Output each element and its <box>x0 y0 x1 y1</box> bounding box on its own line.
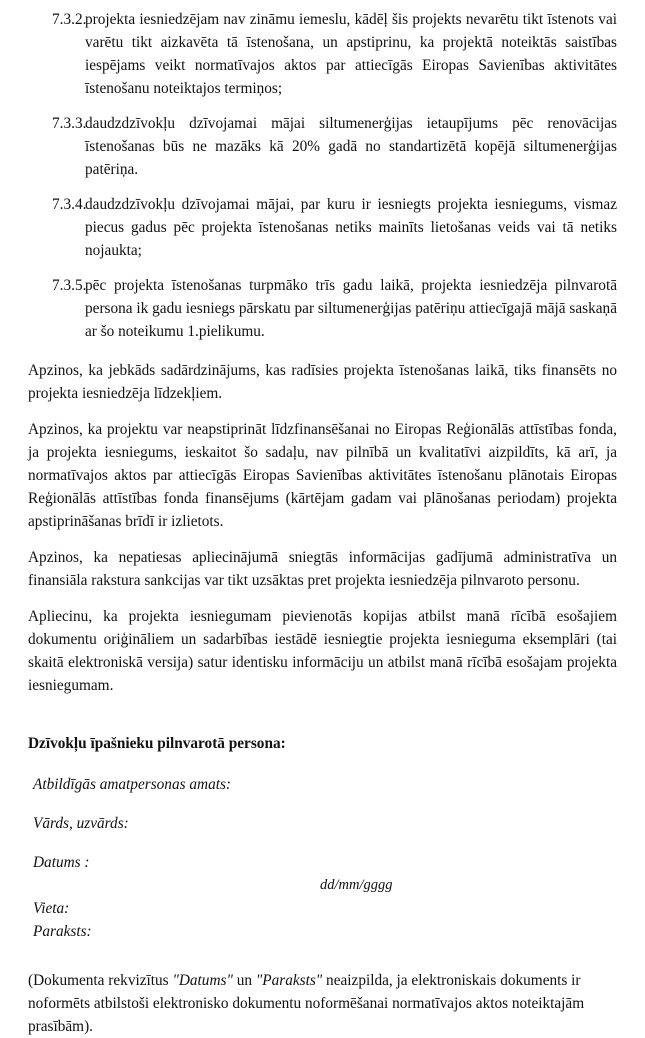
clause-text: daudzdzīvokļu dzīvojamai mājai siltumenerģijas ietaupījums pēc renovācijas īstenošanas būs ne mazāks kā 20% gadā no standartizētā kopējā siltumenerģijas patēriņa. <box>85 115 617 178</box>
field-date-placeholder: dd/mm/gggg <box>320 877 393 893</box>
field-name-label: Vārds, uzvārds: <box>33 815 129 832</box>
signature-section <box>0 732 645 943</box>
footnote-prefix: (Dokumenta rekvizītus <box>28 972 173 989</box>
clause-number: 7.3.5. <box>52 277 87 294</box>
clause-list <box>0 8 645 343</box>
clause-number: 7.3.2. <box>52 11 87 28</box>
paragraph-kopijas: Apliecinu, ka projekta iesniegumam pievienotās kopijas atbilst manā rīcībā esošajiem dokumentu oriģināliem un sadarbības iestādē iesniegtie projekta iesnieguma eksemplāri (tai skaitā elektroniskā versija) satur identisku informāciju un atbilst manā rīcībā esošajam projekta iesniegumam. <box>28 608 617 694</box>
clause-7-3-5 <box>0 274 645 343</box>
clause-number: 7.3.4. <box>52 196 87 213</box>
footnote-quoted-paraksts: "Paraksts" <box>255 972 323 989</box>
footnote-suffix: neaizpilda, ja elektroniskais dokuments ir noformēts atbilstoši elektronisko dokumentu noformēšanai normatīvajos aktos noteiktajām prasībām). <box>28 972 585 1035</box>
field-signature-label: Paraksts: <box>33 923 92 940</box>
signature-heading: Dzīvokļu īpašnieku pilnvarotā persona: <box>28 735 286 752</box>
clause-number: 7.3.3. <box>52 115 87 132</box>
field-date-label: Datums : <box>33 854 90 871</box>
clause-text: daudzdzīvokļu dzīvojamai mājai, par kuru ir iesniegts projekta iesniegums, vismaz piecus gadus pēc projekta īstenošanas netiks mainīts lietošanas veids vai tā netiks nojaukta; <box>85 196 617 259</box>
field-position-label: Atbildīgās amatpersonas amats: <box>33 776 232 793</box>
footnote-spacer <box>0 943 645 969</box>
clause-7-3-3 <box>0 112 645 181</box>
footnote-quoted-datums: "Datums" <box>172 972 233 989</box>
clause-text: projekta iesniedzējam nav zināmu iemeslu, kādēļ šis projekts nevarētu tikt īstenots vai varētu tikt aizkavēta tā īstenošana, un apstiprinu, ka projektā noteiktās saistības iespējams veikt normatīvajos aktos par attiecīgās Eiropas Savienības aktivitātes īstenošanu noteiktajos termiņos; <box>85 11 617 97</box>
field-place-label: Vieta: <box>33 900 70 917</box>
spacer <box>0 835 645 851</box>
top-spacer <box>0 0 645 8</box>
footnote-paragraph <box>0 969 645 1038</box>
paragraph-sankcijas: Apzinos, ka nepatiesas apliecinājumā sniegtās informācijas gadījumā administratīva un finansiāla rakstura sankcijas var tikt uzsāktas pret projekta iesniedzēja pilnvaroto personu. <box>28 549 617 589</box>
spacer <box>0 796 645 812</box>
signature-spacer <box>0 710 645 732</box>
clause-text: pēc projekta īstenošanas turpmāko trīs gadu laikā, projekta iesniedzēja pilnvarotā persona ik gadu iesniegs pārskatu par siltumenerģijas patēriņu attiecīgajā mājā saskaņā ar šo noteikumu 1.pielikumu. <box>85 277 617 340</box>
footnote-middle: un <box>232 972 256 989</box>
spacer <box>0 755 645 773</box>
paragraph-sadardzinajums: Apzinos, ka jebkāds sadārdzinājums, kas radīsies projekta īstenošanas laikā, tiks finansēts no projekta iesniedzēja līdzekļiem. <box>28 362 617 402</box>
clause-7-3-4 <box>0 193 645 262</box>
clause-7-3-2 <box>0 8 645 100</box>
paragraph-neapstiprinat: Apzinos, ka projektu var neapstiprināt līdzfinansēšanai no Eiropas Reģionālās attīstības fonda, ja projekta iesniegums, ieskaitot šo sadaļu, nav pilnībā un kvalitatīvi aizpildīts, kā arī, ja normatīvajos aktos par attiecīgās Eiropas Savienības aktivitātes īstenošanu plānotais Eiropas Reģionālās attīstības fonda finansējums (kārtējam gadam vai plānošanas periodam) projekta apstiprināšanas brīdī ir izlietots. <box>28 421 617 530</box>
